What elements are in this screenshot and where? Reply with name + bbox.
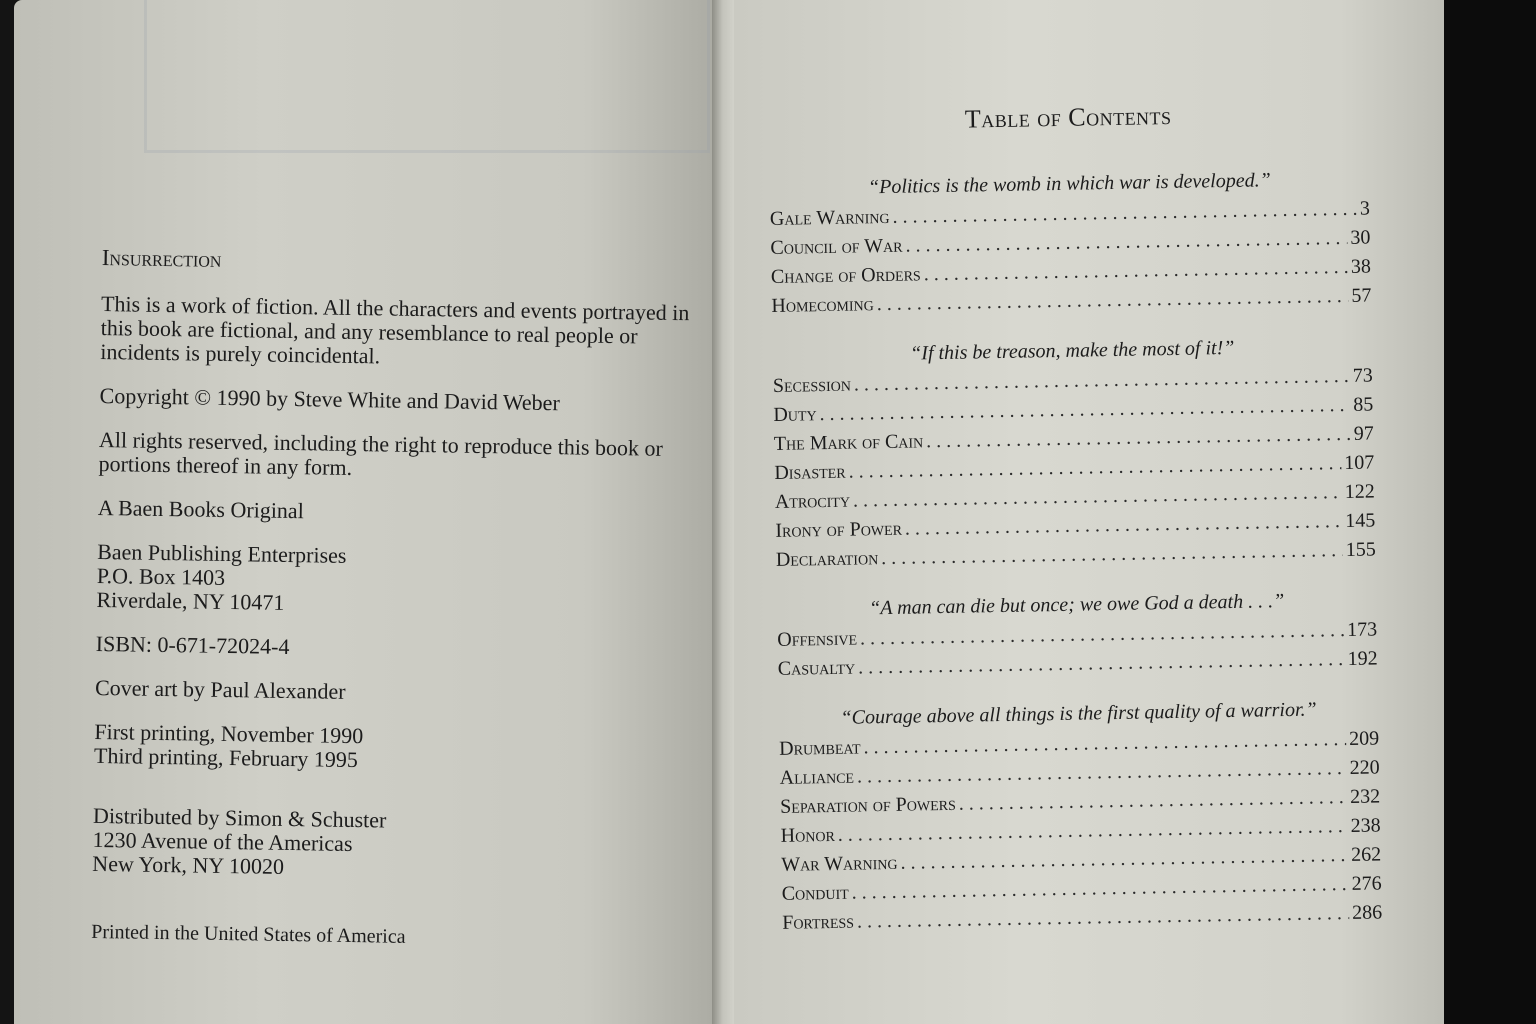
section-epigraph: “Courage above all things is the first quality of a warrior.” [840, 698, 1317, 729]
toc-sections [769, 168, 1382, 938]
chapter-title: Homecoming [771, 293, 874, 317]
page-number: 3 [1359, 197, 1371, 220]
chapter-title: Duty [773, 403, 817, 426]
toc-section [777, 588, 1378, 683]
chapter-title: Separation of Powers [780, 792, 957, 818]
page-number: 30 [1350, 226, 1371, 249]
toc-section [769, 168, 1371, 321]
page-number: 262 [1350, 843, 1382, 866]
page-number: 107 [1344, 451, 1375, 474]
original-notice: A Baen Books Original [97, 494, 305, 524]
chapter-title: Honor [780, 823, 836, 847]
chapter-title: Gale Warning [769, 205, 890, 230]
distributor-address: Distributed by Simon & Schuster 1230 Avenue of the Americas New York, NY 10020 [92, 802, 387, 879]
page-number: 97 [1353, 422, 1374, 445]
contents-page [734, 0, 1446, 1024]
chapter-title: Council of War [770, 234, 903, 259]
cover-art-credit: Cover art by Paul Alexander [94, 674, 346, 704]
page-number: 220 [1349, 756, 1380, 779]
page-number: 122 [1344, 480, 1375, 503]
copyright-page [14, 0, 726, 1024]
chapter-title: Atrocity [774, 489, 851, 513]
table-of-contents [768, 98, 1383, 962]
page-number: 276 [1351, 872, 1382, 895]
chapter-title: Conduit [781, 881, 849, 905]
page-number: 145 [1345, 509, 1376, 532]
copyright-block [91, 246, 722, 974]
chapter-title: Fortress [782, 910, 855, 934]
book-title: Insurrection [101, 245, 222, 272]
background-edge [1444, 0, 1536, 1024]
page-number: 238 [1350, 814, 1381, 837]
chapter-title: Disaster [774, 460, 846, 484]
chapter-title: Alliance [779, 765, 855, 789]
bleed-through-cover-image [144, 0, 710, 153]
chapter-title: Offensive [777, 627, 858, 651]
rights-notice: All rights reserved, including the right to reproduce this book or portions thereof in any form. [98, 426, 664, 480]
page-number: 173 [1347, 618, 1378, 641]
page-number: 192 [1347, 647, 1378, 670]
page-number: 232 [1349, 785, 1381, 808]
chapter-title: Drumbeat [778, 736, 861, 760]
section-epigraph: “A man can die but once; we owe God a death . . .” [868, 590, 1285, 620]
printing-history: First printing, November 1990 Third printing, February 1995 [93, 718, 364, 773]
book-gutter [712, 0, 736, 1024]
chapter-title: The Mark of Cain [773, 430, 924, 455]
page-number: 209 [1348, 727, 1380, 750]
copyright-notice: Copyright © 1990 by Steve White and David Weber [99, 382, 560, 416]
chapter-title: Casualty [777, 656, 856, 680]
chapter-title: Change of Orders [770, 263, 921, 288]
printed-in: Printed in the United States of America [91, 920, 406, 948]
section-epigraph: “If this be treason, make the most of it!” [909, 336, 1235, 365]
publisher-address: Baen Publishing Enterprises P.O. Box 1403 Riverdale, NY 10471 [96, 538, 347, 615]
page-number: 57 [1351, 284, 1372, 307]
page-number: 38 [1350, 255, 1372, 278]
isbn: ISBN: 0-671-72024-4 [95, 630, 290, 659]
page-number: 85 [1353, 393, 1374, 416]
chapter-title: War Warning [781, 851, 898, 876]
page-number: 155 [1345, 538, 1376, 561]
chapter-title: Irony of Power [775, 517, 903, 542]
section-epigraph: “Politics is the womb in which war is developed.” [867, 169, 1271, 199]
page-number: 286 [1351, 901, 1383, 924]
toc-heading: Table of Contents [964, 100, 1172, 134]
toc-section [772, 334, 1376, 574]
chapter-title: Secession [772, 373, 852, 397]
chapter-title: Declaration [775, 547, 879, 571]
fiction-disclaimer: This is a work of fiction. All the characters and events portrayed in this book are fictional, and any resemblance to real people or incidents is purely coincidental. [100, 290, 690, 369]
page-number: 73 [1352, 364, 1373, 387]
toc-section [778, 697, 1382, 937]
